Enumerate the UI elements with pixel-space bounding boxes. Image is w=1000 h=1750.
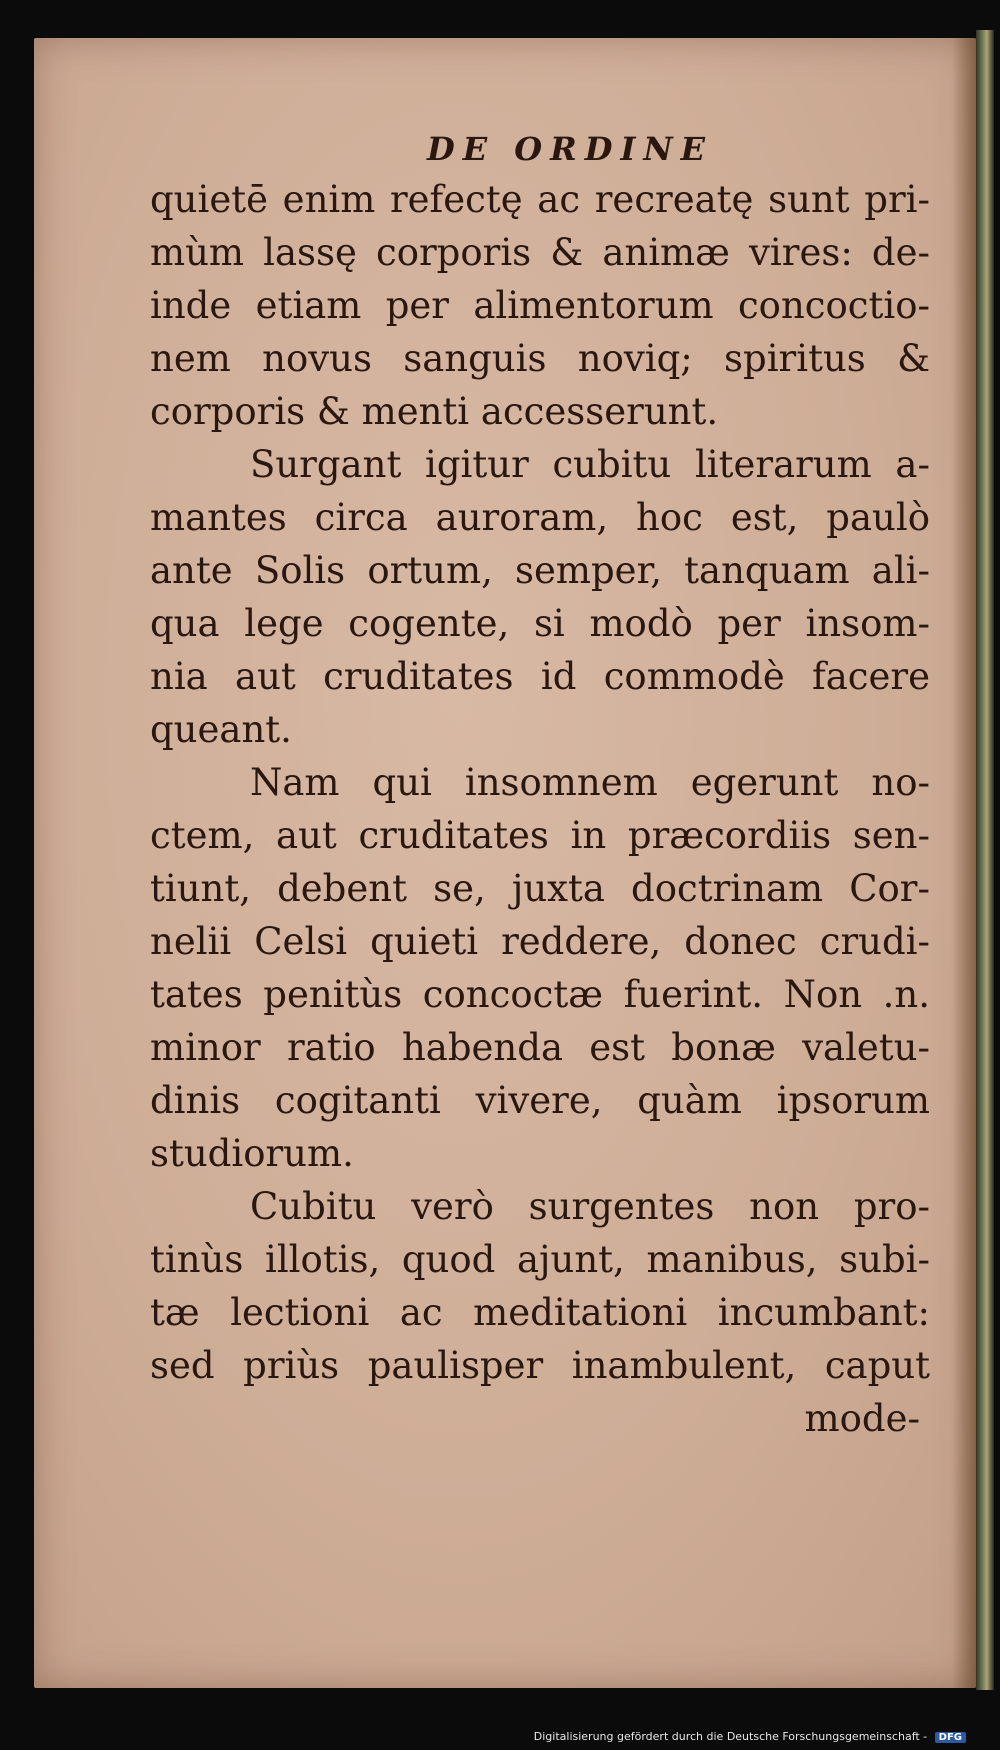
catchword: mode- — [804, 1397, 920, 1440]
text-line: mantes circa auroram, hoc est, paulò — [150, 496, 930, 539]
page-text — [150, 125, 930, 1445]
text-line: ctem, aut cruditates in præcordiis sen- — [150, 814, 930, 857]
dfg-logo-badge: DFG — [935, 1732, 966, 1743]
text-line: nia aut cruditates id commodè facere — [150, 655, 930, 698]
text-line: tates penitùs concoctæ fuerint. Non .n. — [150, 973, 930, 1016]
text-line: quietē enim refectę ac recreatę sunt pri- — [150, 178, 930, 221]
footer-credit — [534, 1730, 966, 1743]
text-line: Cubitu verò surgentes non pro- — [250, 1185, 930, 1228]
text-line: inde etiam per alimentorum concoctio- — [150, 284, 930, 327]
text-line: Surgant igitur cubitu literarum a- — [250, 443, 930, 486]
text-line: tinùs illotis, quod ajunt, manibus, subi- — [150, 1238, 930, 1281]
running-head: DE ORDINE — [426, 130, 714, 168]
text-lines — [150, 173, 930, 1392]
text-line: Nam qui insomnem egerunt no- — [250, 761, 930, 804]
footer-credit-text: Digitalisierung gefördert durch die Deutsche Forschungsgemeinschaft - — [533, 1730, 928, 1743]
color-calibration-strip — [976, 30, 994, 1690]
text-line: dinis cogitanti vivere, quàm ipsorum — [150, 1079, 930, 1122]
text-line: tæ lectioni ac meditationi incumbant: — [150, 1291, 930, 1334]
text-line: corporis & menti accesserunt. — [150, 390, 719, 433]
text-line: sed priùs paulisper inambulent, caput — [150, 1344, 930, 1387]
text-line: tiunt, debent se, juxta doctrinam Cor- — [150, 867, 930, 910]
text-line: nem novus sanguis noviq; spiritus & — [150, 337, 930, 380]
text-line: nelii Celsi quieti reddere, donec crudi- — [150, 920, 930, 963]
text-line: ante Solis ortum, semper, tanquam ali- — [150, 549, 930, 592]
text-line: studiorum. — [150, 1132, 354, 1175]
text-line: qua lege cogente, si modò per insom- — [150, 602, 930, 645]
text-line: queant. — [150, 708, 292, 751]
text-line: minor ratio habenda est bonæ valetu- — [150, 1026, 930, 1069]
text-line: mùm lassę corporis & animæ vires: de- — [150, 231, 930, 274]
page-gutter-shadow — [952, 38, 976, 1688]
